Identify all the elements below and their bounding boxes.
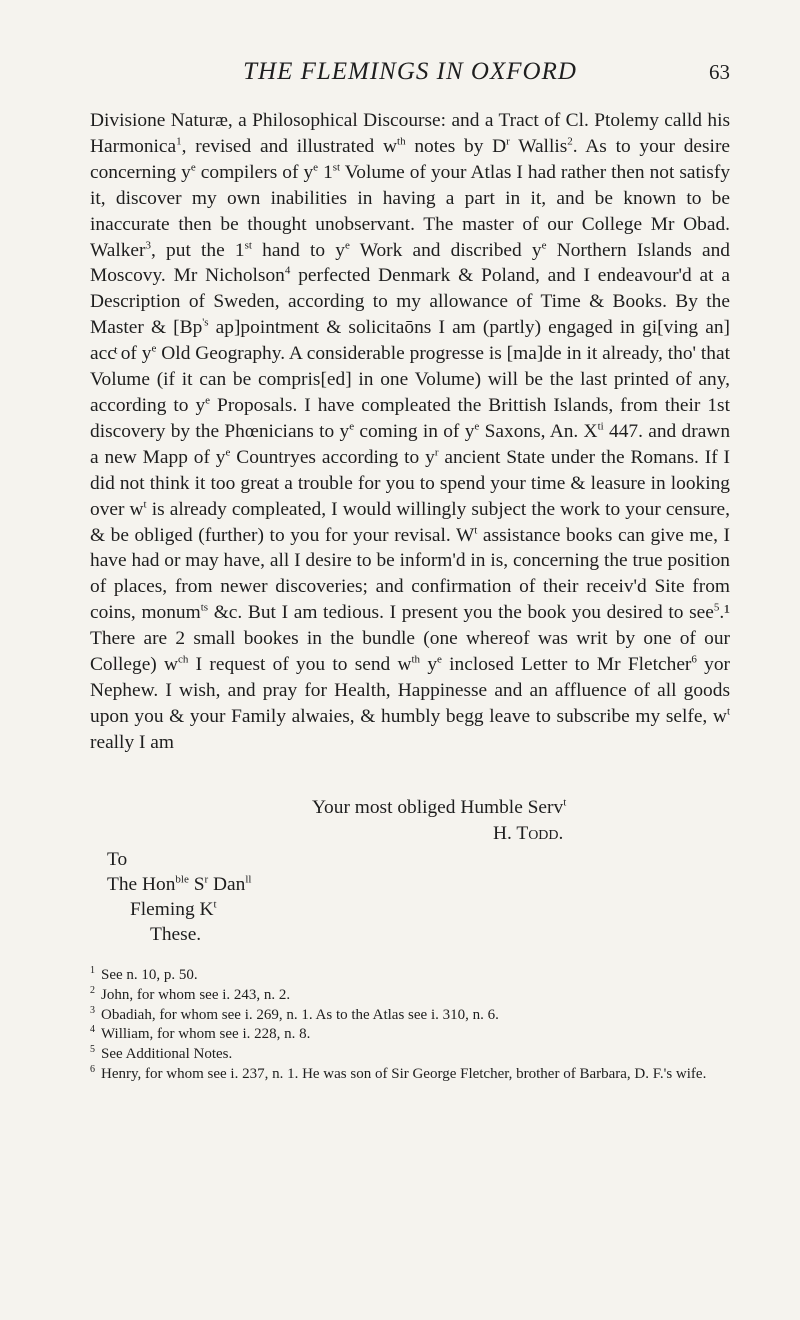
footnote-text: See n. 10, p. 50. xyxy=(101,967,198,983)
letter-text-segment: coming in of y xyxy=(354,420,475,442)
letter-text-segment: y xyxy=(420,654,438,676)
letter-text-segment: r xyxy=(434,446,439,459)
letter-text-segment: e xyxy=(437,653,442,666)
address-title: Fleming $K^t$ xyxy=(130,898,217,920)
letter-body xyxy=(90,108,730,756)
letter-text-segment: st xyxy=(332,161,341,174)
letter-text-segment: . As to your desire concerning y xyxy=(90,135,731,183)
footnote-mark: 2 xyxy=(90,984,95,996)
letter-text-segment: perfected Denmark & Poland, and I endeavour'd at a Description of Sweden, according to my allowance of Time & Books. By the Master & [Bp xyxy=(90,265,730,339)
letter-text-segment: e xyxy=(541,239,547,252)
footnote-text: John, for whom see i. 243, n. 2. xyxy=(101,986,291,1003)
letter-text-segment: 1 xyxy=(176,135,182,148)
letter-text-segment: 's xyxy=(202,316,209,329)
address-to: To xyxy=(107,849,128,870)
letter-text-segment: notes by D xyxy=(405,135,507,157)
footnote xyxy=(90,1025,730,1045)
page-header xyxy=(90,58,730,92)
letter-text-segment: Northern Islands and Moscovy. Mr Nicholson xyxy=(90,239,731,287)
letter-text-segment: ancient State under the Romans. If I did not think it too great a trouble for you to spend your time & leasure in looking over w xyxy=(90,446,730,520)
letter-text-segment: compilers of y xyxy=(195,161,314,183)
footnote-text: See Additional Notes. xyxy=(101,1046,233,1063)
letter-text-segment: 2 xyxy=(567,135,573,148)
letter-text-segment: ap]pointment & solicitaōns I am (partly) engaged in gi[ving an] accͭ of y xyxy=(90,317,730,365)
letter-paragraph xyxy=(90,108,730,756)
letter-text-segment: Divisione Naturæ, a Philosophical Discourse: and a Tract of Cl. Ptolemy calld his Harmonica xyxy=(90,110,730,157)
letter-text-segment: 5 xyxy=(713,601,720,614)
signature: H. Todd. xyxy=(493,823,564,844)
letter-text-segment: ti xyxy=(597,420,604,433)
footnote xyxy=(90,966,730,986)
footnote xyxy=(90,986,730,1006)
letter-text-segment: e xyxy=(349,420,355,433)
footnote-text: Henry, for whom see i. 237, n. 1. He was son of Sir George Fletcher, brother of Barbara, D. F.'s wife. xyxy=(101,1065,707,1082)
letter-text-segment: t xyxy=(143,498,147,511)
letter-text-segment: e xyxy=(205,394,211,407)
letter-text-segment: , revised and illustrated w xyxy=(181,135,398,157)
page-number: 63 xyxy=(709,60,730,84)
footnote-mark: 6 xyxy=(90,1063,95,1075)
letter-text-segment: , put the 1 xyxy=(151,239,245,261)
letter-text-segment: st xyxy=(244,239,252,252)
letter-text-segment: e xyxy=(190,161,196,174)
letter-text-segment: 3 xyxy=(145,239,152,252)
closing-line: Your most obliged Humble Serv$^t$ xyxy=(312,796,567,818)
letter-text-segment: e xyxy=(344,239,350,252)
letter-text-segment: 1 xyxy=(318,161,333,183)
footnote-mark: 4 xyxy=(90,1024,95,1036)
letter-text-segment: inclosed Letter to Mr Fletcher xyxy=(441,654,692,676)
address-these: These. xyxy=(150,924,202,945)
footnote-mark: 3 xyxy=(90,1004,95,1016)
letter-text-segment: 447. and drawn a new Mapp of y xyxy=(90,420,731,468)
footnote-mark: 1 xyxy=(90,965,95,976)
footnote-text: Obadiah, for whom see i. 269, n. 1. As to the Atlas see i. 310, n. 6. xyxy=(101,1006,499,1023)
letter-text-segment: th xyxy=(411,653,421,666)
letter-text-segment: e xyxy=(474,420,480,433)
footnote-mark: 5 xyxy=(90,1044,95,1056)
letter-text-segment: e xyxy=(225,446,231,459)
footnote xyxy=(90,1065,730,1085)
address-name: The Hon$^{ble}$ $S^r$ Dan$^{ll}$ xyxy=(107,873,252,895)
letter-text-segment: Old Geography. A considerable progresse is [ma]de in it already, tho' that Volume (if it can be compris[ed] in one Volume) will be the last printed of any, according to y xyxy=(90,343,730,416)
letter-text-segment: really I am xyxy=(90,731,174,753)
letter-text-segment: 6 xyxy=(691,653,697,666)
footnote xyxy=(90,1006,730,1026)
footnotes xyxy=(90,966,730,1085)
letter-text-segment: hand to y xyxy=(251,239,345,261)
letter-text-segment: yor Nephew. I wish, and pray for Health, Happinesse and an affluence of all goods upon you & your Family alwaies, & humbly begg leave to subscribe my selfe, w xyxy=(90,654,730,727)
letter-text-segment: t xyxy=(726,705,730,718)
letter-text-segment: assistance books can give me, I have had or may have, all I desire to be inform'd in is, concerning the true position of places, from newer discoveries; and confirmation of their receiv'd Site from coins, monum xyxy=(90,524,730,624)
letter-text-segment: e xyxy=(313,161,319,174)
letter-text-segment: &c. But I am tedious. I present you the book you desired to see xyxy=(208,602,714,624)
letter-text-segment: .¹ There are 2 small bookes in the bundle (one whereof was writ by one of our College) w xyxy=(90,602,730,676)
letter-text-segment: 4 xyxy=(284,264,291,277)
letter-text-segment: ch xyxy=(178,653,189,666)
letter-text-segment: e xyxy=(151,342,157,355)
letter-text-segment: Countryes according to y xyxy=(230,446,435,468)
letter-text-segment: Work and discribed y xyxy=(349,239,542,261)
letter-text-segment: Wallis xyxy=(509,135,568,157)
letter-text-segment: is already compleated, I would willingly subject the work to your censure, & be obliged (further) to you for your revisal. W xyxy=(90,498,730,546)
footnote xyxy=(90,1045,730,1065)
letter-text-segment: ts xyxy=(200,601,209,614)
letter-text-segment: r xyxy=(506,135,510,148)
running-title: THE FLEMINGS IN OXFORD xyxy=(243,58,577,85)
letter-text-segment: th xyxy=(397,135,406,148)
letter-text-segment: t xyxy=(474,524,478,537)
letter-text-segment: Saxons, An. X xyxy=(479,420,598,442)
letter-text-segment: I request of you to send w xyxy=(188,654,412,676)
letter-text-segment: Volume of your Atlas I had rather then not satisfy it, discover my own inabilities in having a part in it, and be known to be inaccurate then be thought unobservant. The master of our College Mr Obad. Walker xyxy=(90,161,731,261)
footnote-text: William, for whom see i. 228, n. 8. xyxy=(101,1026,311,1043)
letter-text-segment: Proposals. I have compleated the Brittish Islands, from their 1st discovery by the Phœnicians to y xyxy=(90,394,730,442)
